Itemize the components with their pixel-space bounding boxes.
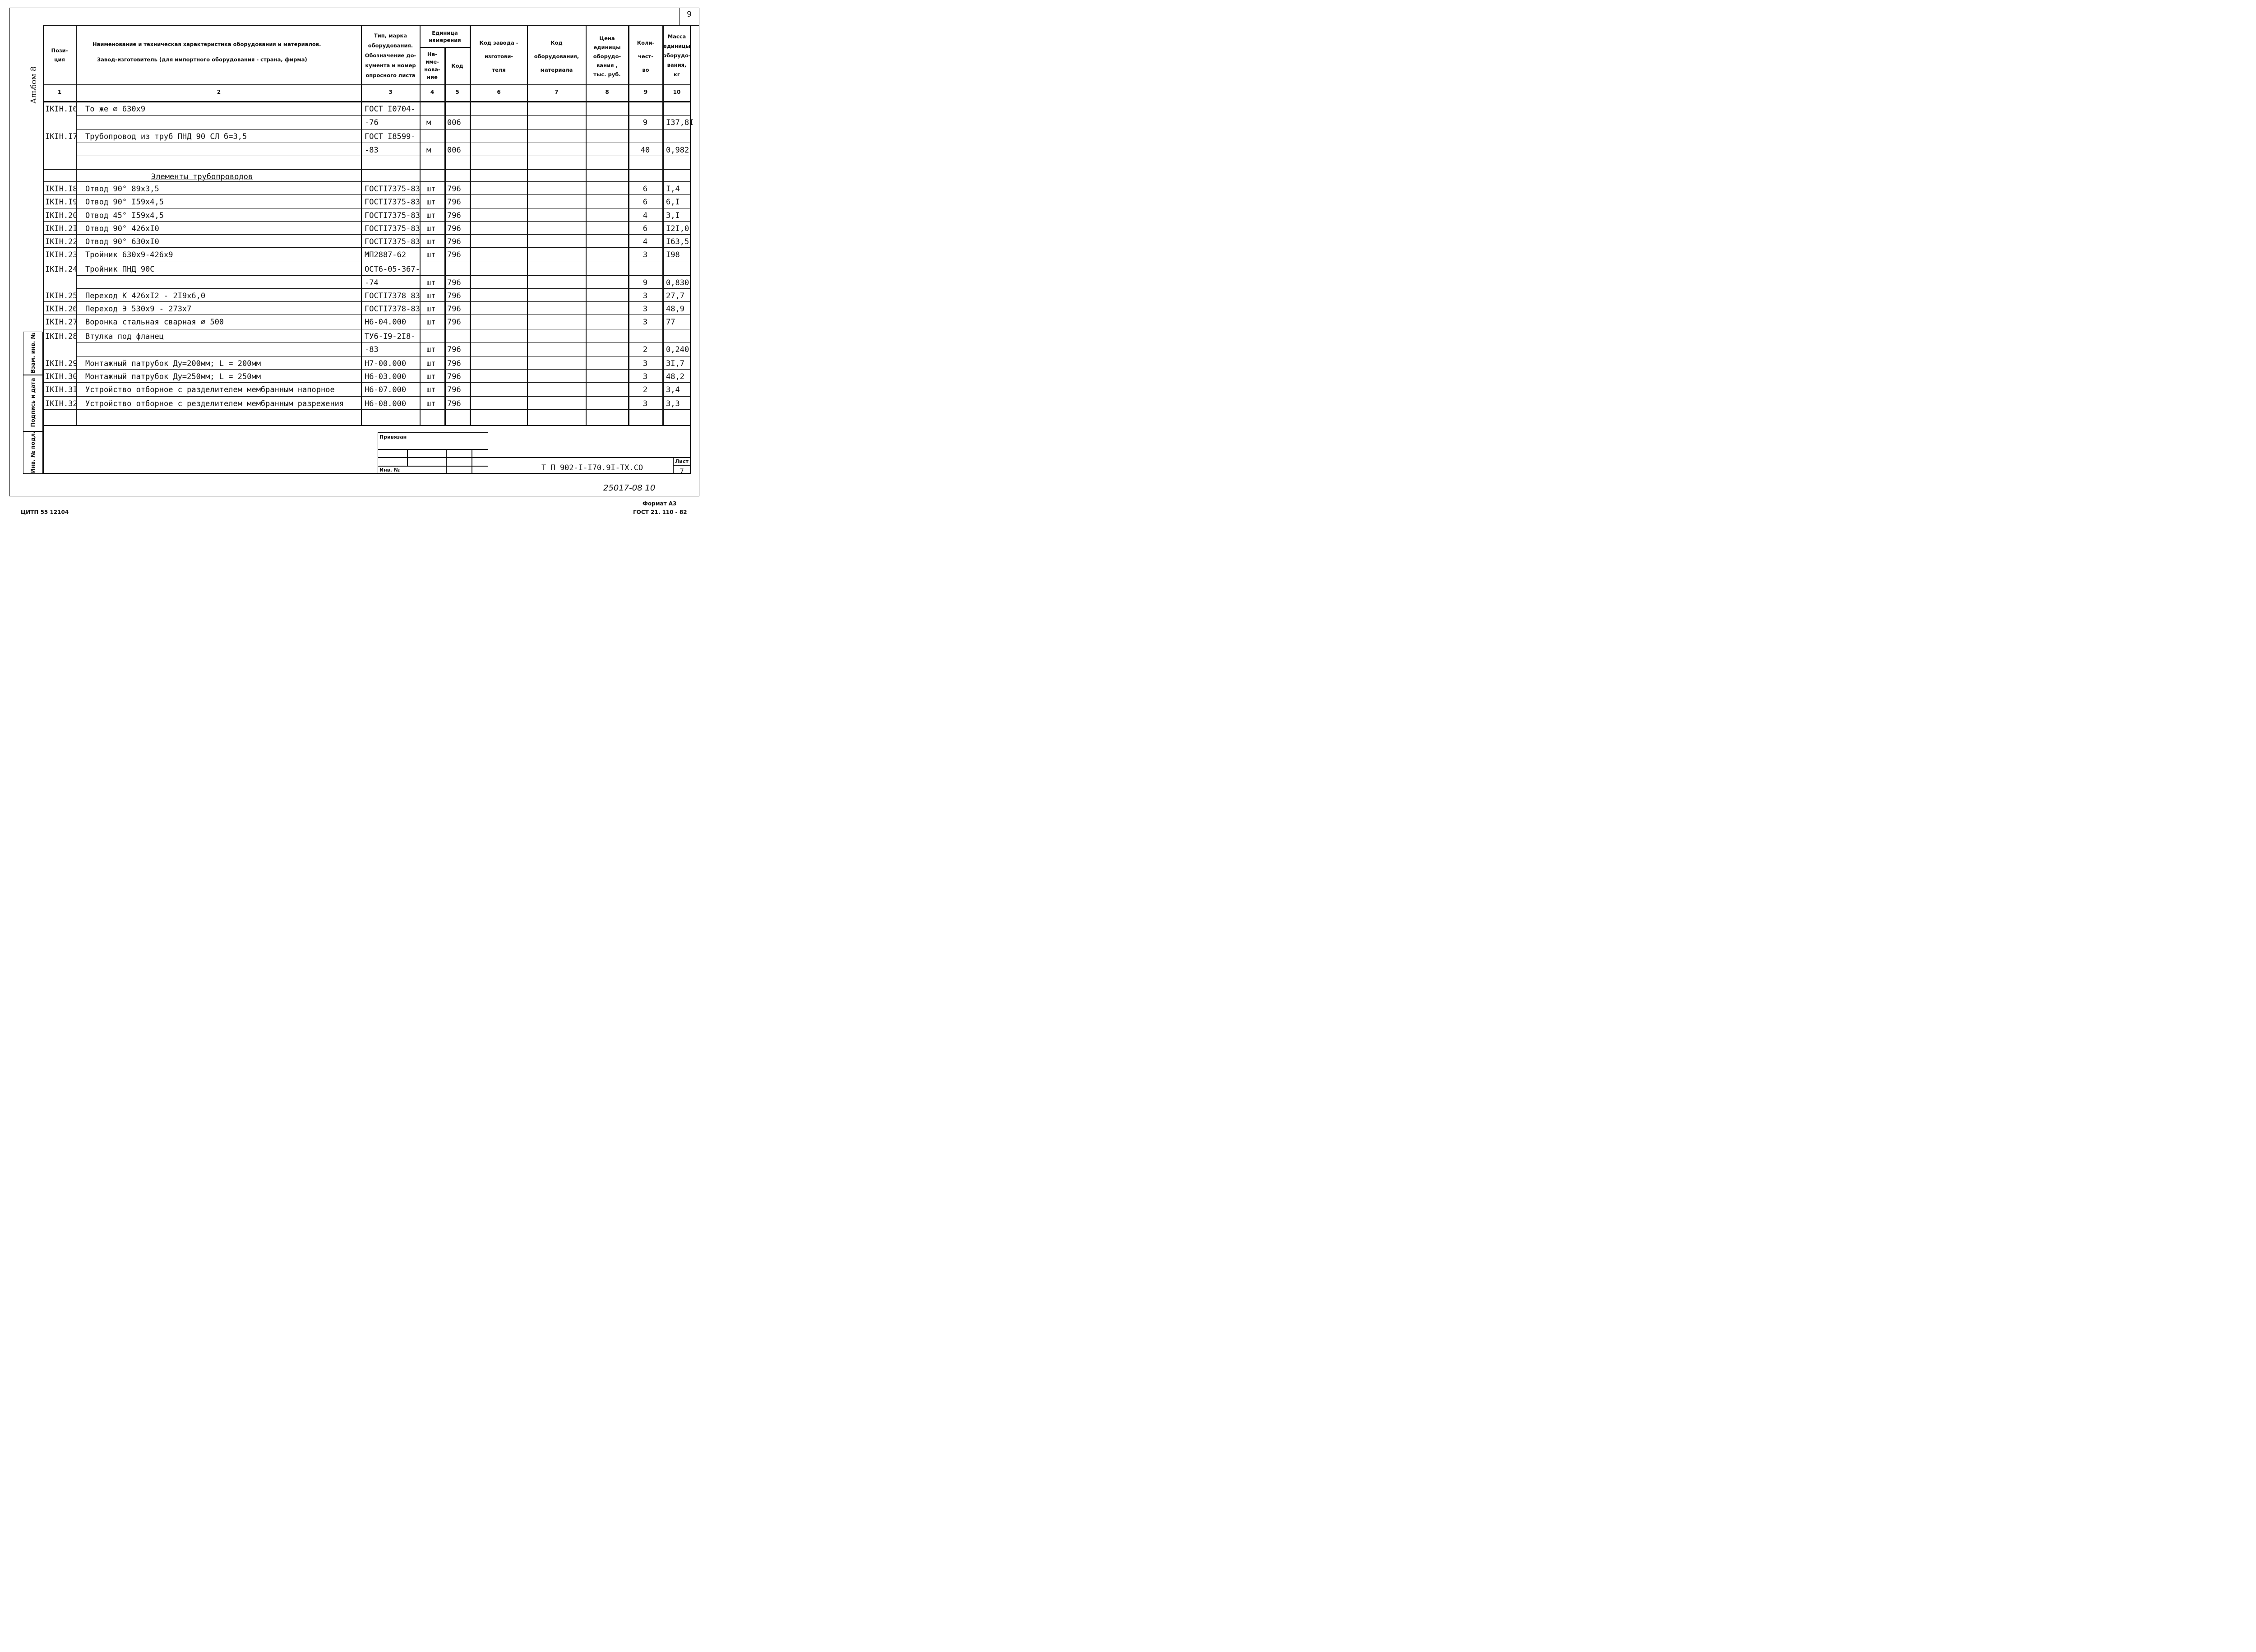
column-number: 2 [217,89,221,95]
cell-mass: 48,9 [666,305,684,314]
row-separator [43,181,691,182]
cell-mass: I,4 [666,185,680,194]
cell-doc: ГОСТI7375-83 [365,211,420,220]
standard-label: ГОСТ 21. 110 - 82 [633,509,687,515]
cell-doc: МП2887-62 [365,250,407,259]
cell-doc: -83 [365,146,379,155]
column-number: 5 [455,89,459,95]
cell-doc: ГОСТ I8599- [365,132,416,141]
cell-code: 796 [447,372,461,381]
cell-mass: I98 [666,250,680,259]
stamp-designation: Т П 902-I-I70.9I-ТХ.СО [541,463,643,472]
header-unit-group: Единица измерения [429,30,461,43]
stamp-sheet-label: Лист [675,458,689,464]
column-number: 4 [430,89,435,95]
cell-unit: шт [426,345,436,354]
cell-unit: шт [426,198,436,207]
cell-unit: шт [426,372,436,381]
cell-pos: IKIH.I6 [45,105,78,114]
cell-mass: 3,4 [666,385,680,394]
cell-pos: IKIH.23 [45,250,78,259]
cell-pos: IKIH.I7 [45,132,78,141]
row-separator [76,129,691,130]
cell-qty: 40 [640,146,650,155]
header-unit-code: Код [451,63,463,69]
cell-code: 006 [447,146,461,155]
cell-qty: 6 [643,224,648,233]
side-vzam-inv: Взам. инв. № [30,332,36,374]
column-number: 10 [673,89,681,95]
cell-mass: 0,240 [666,345,689,354]
stamp-sheet-number: 7 [680,467,684,476]
cell-code: 796 [447,359,461,368]
cell-doc: -76 [365,118,379,127]
cell-unit: шт [426,385,436,394]
cell-pos: IKIH.20 [45,211,78,220]
cell-qty: 2 [643,385,648,394]
cell-doc: Н6-04.000 [365,318,407,327]
cell-qty: 3 [643,292,648,301]
cell-code: 796 [447,292,461,301]
cell-pos: IKIH.2I [45,224,78,233]
cell-doc: Н6-03.000 [365,372,407,381]
cell-unit: шт [426,359,436,368]
cell-mass: 3,I [666,211,680,220]
cell-pos: IKIH.26 [45,305,78,314]
cell-code: 796 [447,318,461,327]
cell-name: Втулка под фланец [85,332,164,341]
cell-doc: ГОСТI7378-83 [365,305,420,314]
cell-pos: IKIH.27 [45,318,78,327]
cell-doc: ГОСТI7375-83 [365,237,420,246]
cell-name: Трубопровод из труб ПНД 90 СЛ б=3,5 [85,132,247,141]
stamp-inv-no: Инв. № [379,467,400,473]
cell-unit: шт [426,399,436,408]
row-separator [76,288,691,289]
cell-pos: IKIH.22 [45,237,78,246]
handwritten-number: 25017-08 10 [603,483,656,493]
header-factory-code: Код завода - изготови- теля [479,40,518,73]
cell-doc: Н7-00.000 [365,359,407,368]
cell-name: Отвод 90° I59х4,5 [85,198,164,207]
cell-mass: 77 [666,318,675,327]
cell-code: 796 [447,399,461,408]
cell-pos: IKIH.3I [45,385,78,394]
cell-pos: IKIH.30 [45,372,78,381]
cell-unit: м [426,118,431,127]
column-number: 3 [388,89,393,95]
cell-code: 796 [447,305,461,314]
cell-unit: м [426,146,431,155]
cell-qty: 9 [643,278,648,287]
cell-name: Воронка стальная сварная ∅ 500 [85,318,224,327]
header-name-line2: Завод-изготовитель (для импортного оборудования - страна, фирма) [97,56,307,63]
cell-code: 796 [447,345,461,354]
cell-mass: I2I,0 [666,224,689,233]
cell-doc: -74 [365,278,379,287]
cell-name: Отвод 45° I59х4,5 [85,211,164,220]
cell-name: Отвод 90° 630хI0 [85,237,159,246]
column-number: 7 [555,89,559,95]
format-label: Формат А3 [643,500,677,507]
header-unit-name: На- име- нова- ние [424,51,440,80]
cell-name: Тройник ПНД 90С [85,265,155,274]
cell-code: 796 [447,250,461,259]
cell-doc: Н6-07.000 [365,385,407,394]
header-name-line1: Наименование и техническая характеристика оборудования и материалов. [92,41,321,47]
cell-mass: 0,830 [666,278,689,287]
cell-unit: шт [426,224,436,233]
cell-qty: 3 [643,250,648,259]
cell-unit: шт [426,211,436,220]
column-number: 1 [57,89,62,95]
cell-doc: ГОСТ I0704- [365,105,416,114]
side-podpis-data: Подпись и дата [30,378,36,427]
cell-qty: 9 [643,118,648,127]
cell-mass: I63,5 [666,237,689,246]
cell-code: 796 [447,211,461,220]
cell-mass: 3I,7 [666,359,684,368]
cell-name: Устройство отборное с резделителем мембранным разрежения [85,399,344,408]
row-separator [43,169,691,170]
cell-doc: ГОСТI7375-83 [365,224,420,233]
cell-qty: 3 [643,399,648,408]
header-mass: Масса единицы оборудо- вания, кг [663,33,691,78]
cell-unit: шт [426,278,436,287]
cell-unit: шт [426,305,436,314]
cell-qty: 6 [643,198,648,207]
cell-qty: 3 [643,305,648,314]
cell-pos: IKIH.24 [45,265,78,274]
cell-mass: 6,I [666,198,680,207]
cell-name: Переход Э 530х9 - 273х7 [85,305,192,314]
cell-name: Тройник 630х9-426х9 [85,250,173,259]
cell-qty: 4 [643,211,648,220]
cell-code: 796 [447,185,461,194]
stamp-privyazan: Привязан [379,434,407,440]
side-inv-podl: Инв. № подл. [30,431,36,473]
header-quantity: Коли- чест- во [637,40,655,73]
cell-name: Монтажный патрубок Ду=250мм; L = 250мм [85,372,261,381]
cell-name: То же ∅ 630х9 [85,105,146,114]
cell-name: Переход К 426хI2 - 2I9х6,0 [85,292,206,301]
cell-doc: ГОСТI7375-83 [365,198,420,207]
cell-code: 796 [447,237,461,246]
cell-doc: ТУ6-I9-2I8- [365,332,416,341]
column-number: 6 [497,89,501,95]
cell-unit: шт [426,318,436,327]
cell-code: 006 [447,118,461,127]
cell-qty: 6 [643,185,648,194]
page-corner-number: 9 [687,10,692,19]
cell-code: 796 [447,198,461,207]
header-price: Цена единицы оборудо- вания , тыс. руб. [593,35,621,78]
cell-qty: 2 [643,345,648,354]
bottom-left-code: ЦИТП 55 12104 [21,509,69,515]
cell-unit: шт [426,292,436,301]
cell-qty: 3 [643,359,648,368]
row-separator [43,396,691,397]
cell-pos: IKIH.28 [45,332,78,341]
cell-mass: 27,7 [666,292,684,301]
cell-name: Устройство отборное с разделителем мембранным напорное [85,385,335,394]
cell-code: 796 [447,224,461,233]
cell-pos: IKIH.32 [45,399,78,408]
cell-name: Отвод 90° 89х3,5 [85,185,159,194]
cell-unit: шт [426,237,436,246]
cell-name: Отвод 90° 426хI0 [85,224,159,233]
header-type: Тип, марка оборудования. Обозначение до- кумента и номер опросного листа [365,32,416,79]
cell-qty: 3 [643,318,648,327]
cell-qty: 4 [643,237,648,246]
cell-qty: 3 [643,372,648,381]
cell-doc: -83 [365,345,379,354]
column-number: 8 [605,89,609,95]
cell-name: Элементы трубопроводов [151,172,253,181]
cell-doc: ГОСТI7375-83 [365,185,420,194]
column-number: 9 [643,89,648,95]
cell-code: 796 [447,385,461,394]
cell-pos: IKIH.I9 [45,198,78,207]
cell-pos: IKIH.25 [45,292,78,301]
cell-code: 796 [447,278,461,287]
cell-unit: шт [426,250,436,259]
cell-pos: IKIH.I8 [45,185,78,194]
cell-mass: 48,2 [666,372,684,381]
cell-doc: ОСТ6-05-367- [365,265,420,274]
cell-pos: IKIH.29 [45,359,78,368]
header-equipment-code: Код оборудования, материала [534,40,579,73]
header-position: Пози- ция [51,47,68,63]
cell-mass: 0,982 [666,146,689,155]
cell-doc: Н6-08.000 [365,399,407,408]
cell-mass: I37,8I [666,118,694,127]
cell-mass: 3,3 [666,399,680,408]
cell-doc: ГОСТI7378 83 [365,292,420,301]
album-label: Альбом 8 [29,66,38,104]
cell-unit: шт [426,185,436,194]
cell-name: Монтажный патрубок Ду=200мм; L = 200мм [85,359,261,368]
